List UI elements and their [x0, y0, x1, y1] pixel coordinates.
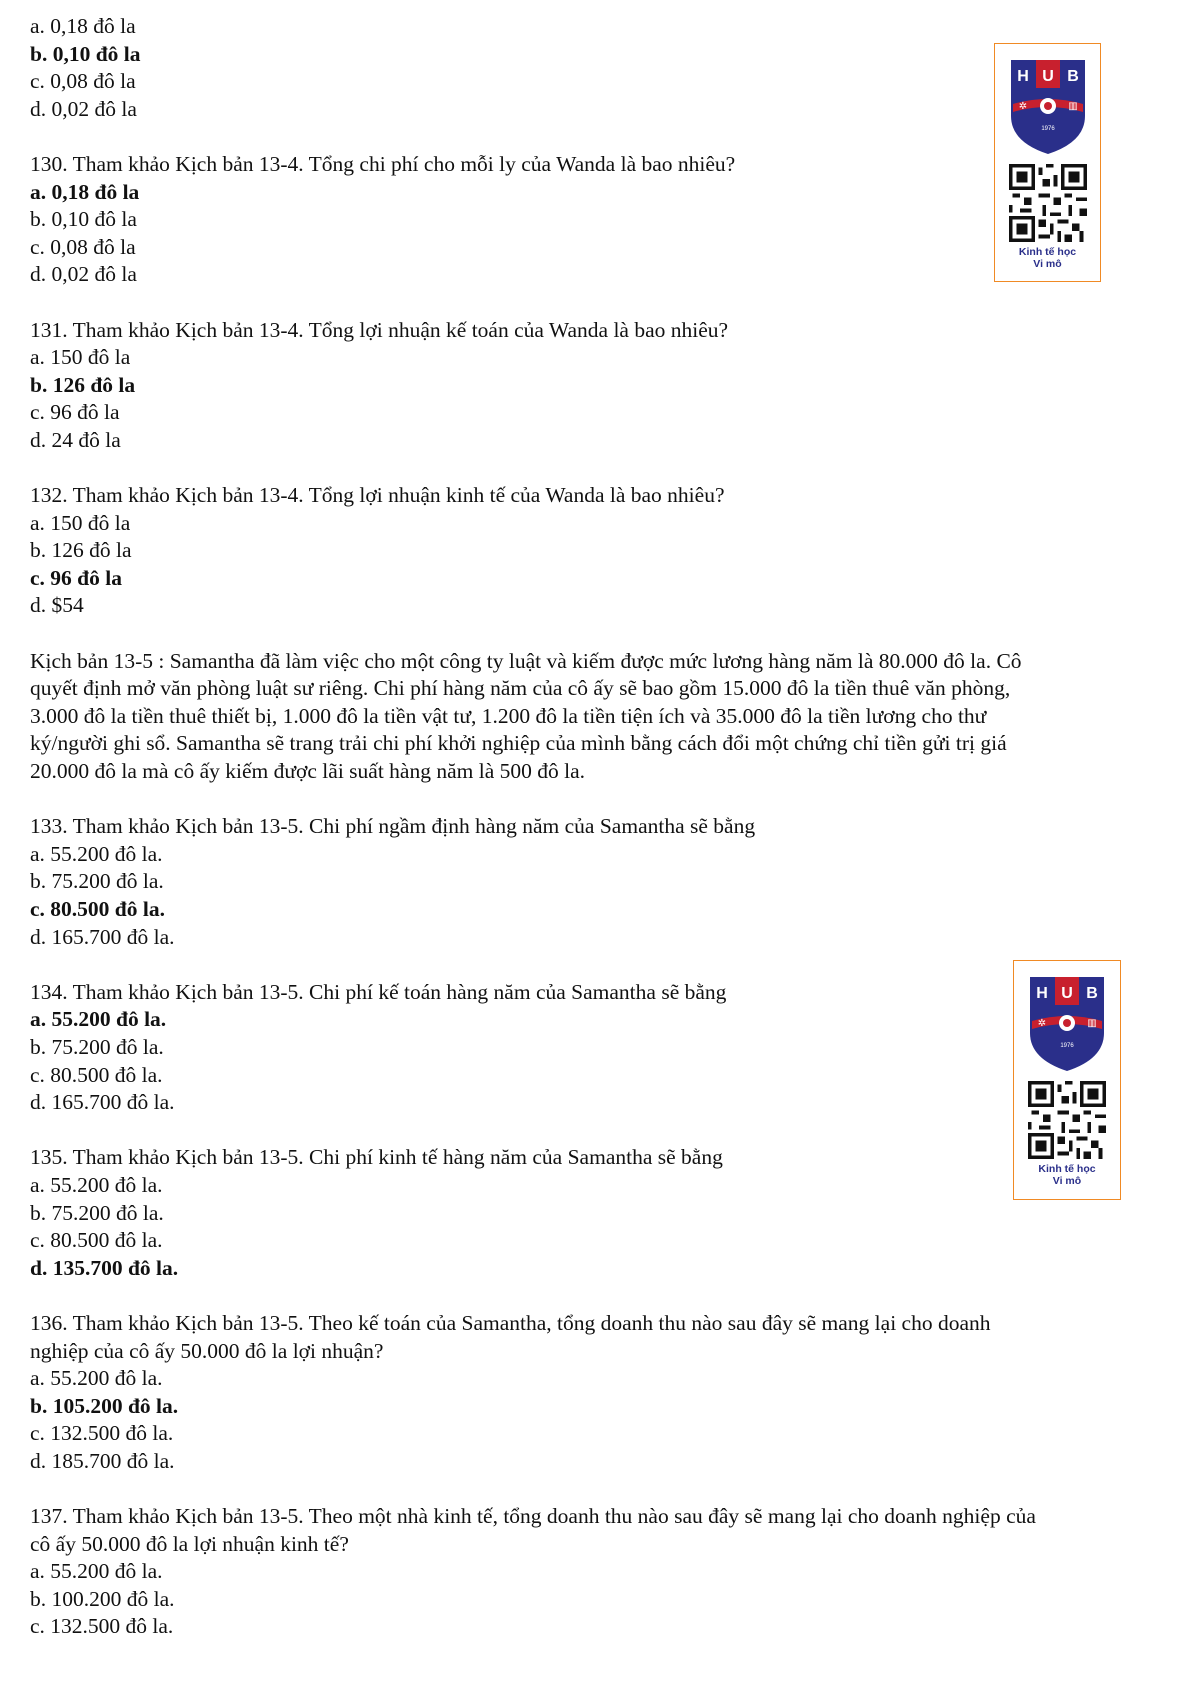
question-text: 137. Tham khảo Kịch bản 13-5. Theo một nhà kinh tế, tổng doanh thu nào sau đây sẽ mang lại cho doanh nghiệp của — [30, 1504, 1036, 1529]
svg-text:▥: ▥ — [1067, 101, 1078, 112]
question-136 — [30, 1310, 1170, 1476]
answer-option: c. 132.500 đô la. — [30, 1421, 174, 1446]
scenario-line: quyết định mở văn phòng luật sư riêng. Chi phí hàng năm của cô ấy sẽ bao gồm 15.000 đô la tiền thuê văn phòng, — [30, 676, 1011, 701]
answer-option: b. 0,10 đô la — [30, 207, 137, 232]
answer-option-correct: d. 135.700 đô la. — [30, 1255, 179, 1280]
answer-option: a. 150 đô la — [30, 510, 131, 535]
answer-option: c. 0,08 đô la — [30, 234, 136, 259]
answer-option-correct: c. 96 đô la — [30, 565, 122, 590]
answer-option-correct: c. 80.500 đô la. — [30, 897, 165, 921]
svg-text:U: U — [1061, 985, 1073, 1002]
answer-option: b. 75.200 đô la. — [30, 1034, 164, 1059]
question-137 — [30, 1503, 1170, 1641]
scenario-line: Kịch bản 13-5 : Samantha đã làm việc cho một công ty luật và kiếm được mức lương hàng năm là 80.000 đô la. Cô — [30, 648, 1022, 673]
svg-text:H: H — [1036, 985, 1048, 1002]
question-132 — [30, 482, 1170, 620]
answer-option: a. 55.200 đô la. — [30, 1366, 163, 1391]
svg-text:1976: 1976 — [1040, 126, 1055, 132]
svg-text:B: B — [1086, 985, 1098, 1002]
qr-code[interactable] — [1028, 1081, 1106, 1159]
answer-option: d. 24 đô la — [30, 427, 121, 452]
answer-option: c. 80.500 đô la. — [30, 1228, 163, 1253]
svg-text:B: B — [1066, 68, 1079, 85]
svg-text:H: H — [1016, 68, 1029, 85]
answer-option: d. 165.700 đô la. — [30, 924, 175, 949]
answer-option: a. 55.200 đô la. — [30, 1172, 163, 1197]
scenario-line: 20.000 đô la mà cô ấy kiếm được lãi suất hàng năm là 500 đô la. — [30, 759, 586, 784]
question-text: 135. Tham khảo Kịch bản 13-5. Chi phí kinh tế hàng năm của Samantha sẽ bằng — [30, 1145, 723, 1170]
question-131 — [30, 317, 1170, 455]
answer-option: c. 0,08 đô la — [30, 69, 136, 94]
svg-text:1976: 1976 — [1060, 1043, 1074, 1049]
svg-text:▥: ▥ — [1087, 1018, 1097, 1029]
question-text: cô ấy 50.000 đô la lợi nhuận kinh tế? — [30, 1531, 349, 1556]
scenario-line: ký/người ghi sổ. Samantha sẽ trang trải chi phí khởi nghiệp của mình bằng cách đổi một chứng chỉ tiền gửi trị giá — [30, 731, 1007, 756]
question-text: 132. Tham khảo Kịch bản 13-4. Tổng lợi nhuận kinh tế của Wanda là bao nhiêu? — [30, 483, 725, 508]
hub-badge — [1013, 960, 1121, 1200]
question-text: nghiệp của cô ấy 50.000 đô la lợi nhuận? — [30, 1338, 384, 1363]
question-133 — [30, 813, 1170, 951]
answer-option: c. 132.500 đô la. — [30, 1614, 174, 1639]
answer-option: b. 126 đô la — [30, 538, 132, 563]
answer-option: d. 165.700 đô la. — [30, 1090, 175, 1115]
answer-option-correct: b. 0,10 đô la — [30, 41, 141, 66]
answer-option: b. 75.200 đô la. — [30, 1200, 164, 1225]
answer-option-correct: a. 55.200 đô la. — [30, 1007, 167, 1032]
hub-badge — [994, 43, 1101, 282]
hub-shield-logo — [1028, 975, 1106, 1073]
question-text: 130. Tham khảo Kịch bản 13-4. Tổng chi phí cho mỗi ly của Wanda là bao nhiêu? — [30, 151, 736, 176]
answer-option: a. 0,18 đô la — [30, 14, 136, 38]
question-text: 131. Tham khảo Kịch bản 13-4. Tổng lợi nhuận kế toán của Wanda là bao nhiêu? — [30, 317, 729, 342]
answer-option: a. 55.200 đô la. — [30, 841, 163, 866]
question-text: 136. Tham khảo Kịch bản 13-5. Theo kế toán của Samantha, tổng doanh thu nào sau đây sẽ mang lại cho doanh — [30, 1310, 991, 1335]
qr-code[interactable] — [1009, 164, 1087, 242]
answer-option-correct: b. 126 đô la — [30, 372, 136, 397]
answer-option: c. 80.500 đô la. — [30, 1062, 163, 1087]
answer-option: a. 55.200 đô la. — [30, 1559, 163, 1584]
question-134 — [30, 979, 1170, 1117]
scenario-13-5 — [30, 648, 1170, 786]
answer-option: d. 0,02 đô la — [30, 262, 137, 287]
scenario-line: 3.000 đô la tiền thuê thiết bị, 1.000 đô la tiền vật tư, 1.200 đô la tiền tiện ích và 35.000 đô la tiền lương cho thư — [30, 703, 987, 728]
answer-option: d. 185.700 đô la. — [30, 1448, 175, 1473]
answer-option: b. 75.200 đô la. — [30, 869, 164, 894]
question-text: 133. Tham khảo Kịch bản 13-5. Chi phí ngầm định hàng năm của Samantha sẽ bằng — [30, 814, 756, 839]
badge-caption: Kinh tế học Vi mô — [1018, 246, 1077, 270]
answer-option: d. 0,02 đô la — [30, 96, 137, 121]
svg-text:✲: ✲ — [1018, 101, 1027, 112]
question-text: 134. Tham khảo Kịch bản 13-5. Chi phí kế toán hàng năm của Samantha sẽ bằng — [30, 979, 727, 1004]
answer-option: b. 100.200 đô la. — [30, 1586, 175, 1611]
answer-option-correct: a. 0,18 đô la — [30, 179, 140, 204]
answer-option: d. $54 — [30, 593, 84, 618]
svg-text:U: U — [1041, 68, 1054, 85]
hub-shield-logo — [1009, 58, 1087, 156]
svg-text:✲: ✲ — [1037, 1018, 1047, 1029]
answer-option-correct: b. 105.200 đô la. — [30, 1393, 179, 1418]
question-135 — [30, 1144, 1170, 1282]
answer-option: c. 96 đô la — [30, 400, 120, 425]
answer-option: a. 150 đô la — [30, 345, 131, 370]
badge-caption: Kinh tế học Vi mô — [1038, 1163, 1096, 1187]
